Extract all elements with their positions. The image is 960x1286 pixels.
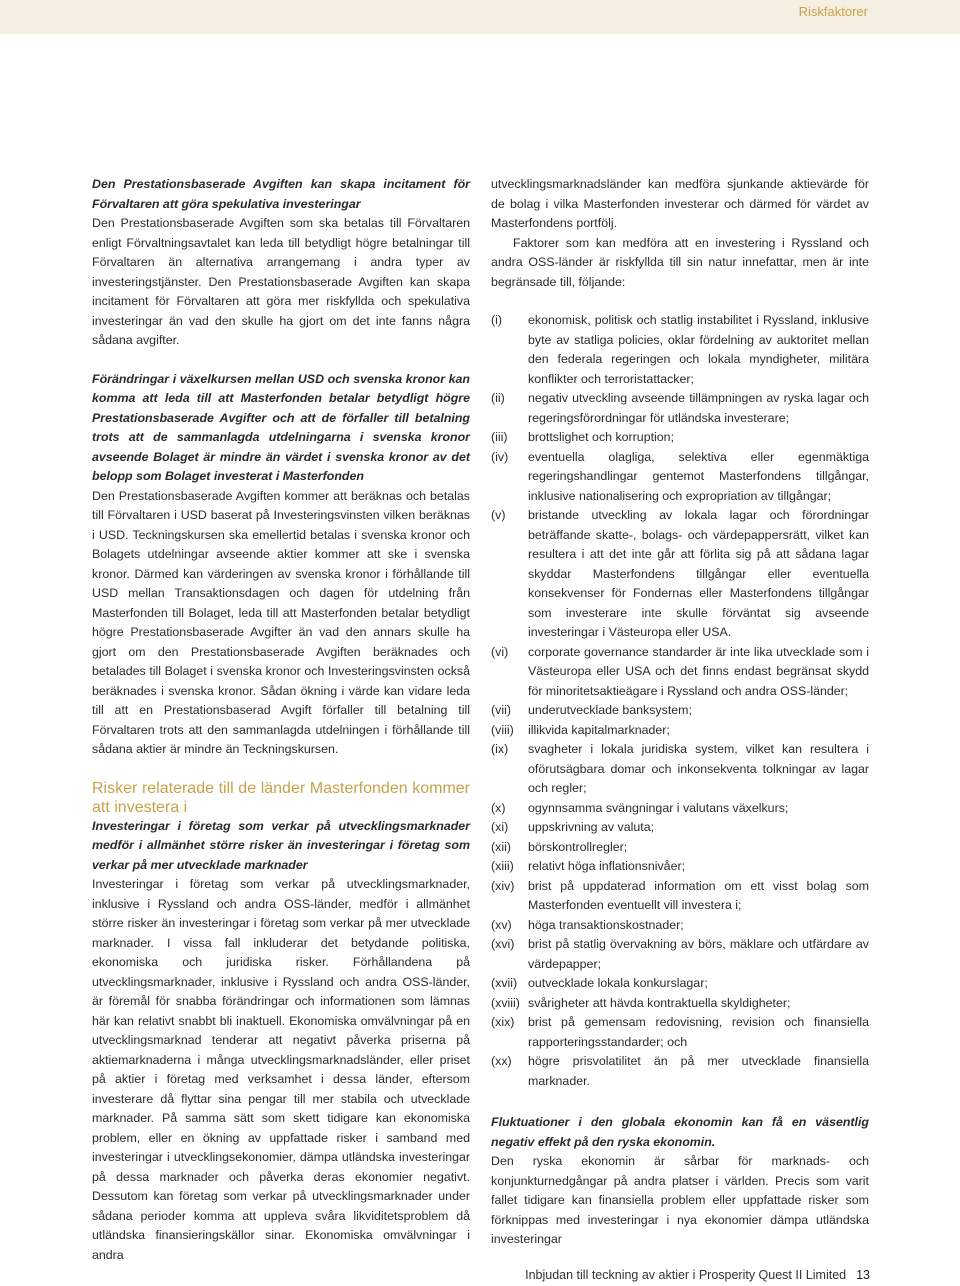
list-item [491, 838, 869, 858]
paragraph-factors-intro: Faktorer som kan medföra att en investering i Ryssland och andra OSS-länder är riskfyllda till sin natur innefattar, men är inte begränsade till, följande: [491, 235, 869, 289]
list-item-number: (i) [491, 313, 503, 327]
list-item-number: (iv) [491, 449, 509, 464]
list-item-number: (xviii) [491, 995, 520, 1010]
list-item [491, 799, 869, 819]
list-item-text: brist på statlig övervakning av börs, mäklare och utfärdare av värdepapper; [528, 937, 869, 971]
list-item-number: (iii) [491, 430, 508, 444]
list-item [491, 1052, 869, 1091]
list-item-number: (xvi) [491, 937, 515, 951]
footer-text: Inbjudan till teckning av aktier i Prosperity Quest II Limited [525, 1268, 847, 1282]
list-item [491, 740, 869, 799]
list-item-number: (ix) [491, 742, 509, 756]
list-item-number: (xv) [491, 917, 512, 932]
list-item-text: negativ utveckling avseende tillämpningen av ryska lagar och regeringsförordningar för utländska investerare; [528, 391, 869, 425]
subheading-performance-fee: Den Prestationsbaserade Avgiften kan skapa incitament för Förvaltaren att göra spekulativa investeringar [92, 177, 470, 211]
list-item-text: börskontrollregler; [528, 839, 628, 854]
section-heading-country-risks: Risker relaterade till de länder Masterfonden kommer att investera i [92, 779, 470, 816]
list-item-text: svagheter i lokala juridiska system, vilket kan resultera i oförutsägbara domar och inkonsekventa tolkningar av lagar och regler; [528, 742, 869, 795]
subheading-exchange-rate: Förändringar i växelkursen mellan USD och svenska kronor kan komma att leda till att Masterfonden betalar betydligt högre Prestationsbaserade Avgifter och att de förfaller till betalning trots att de sammanlagda utdelningarna i svenska kronor avseende Bolaget är mindre än värdet i svenska kronor av det belopp som Bolaget investerat i Masterfonden [92, 371, 470, 483]
section-title: Riskfaktorer [798, 4, 868, 19]
list-item [491, 448, 869, 507]
page-number: 13 [856, 1268, 870, 1282]
list-item [491, 389, 869, 428]
list-item-text: uppskrivning av valuta; [528, 820, 655, 834]
list-item-number: (ii) [491, 391, 505, 405]
list-item-text: underutvecklade banksystem; [528, 703, 692, 717]
list-item-text: bristande utveckling av lokala lagar och förordningar beträffande skatte-, bolags- och värdepappersrätt, vilket kan resultera i att det inte går att förlita sig på att sådana lagar skyddar Masterfondens tillgångar eller eventuella konsekvenser för Fondernas eller Masterfondens tillgångar som investerare inte skulle förväntat sig avseende investeringar i Västeuropa eller USA. [528, 508, 869, 639]
list-item-number: (x) [491, 800, 506, 815]
list-item-text: ogynnsamma svängningar i valutans växelkurs; [528, 800, 789, 815]
paragraph-continued: utvecklingsmarknadsländer kan medföra sjunkande aktievärde för de bolag i vilka Masterfonden investerar och därmed för värdet av Masterfondens portfölj. [491, 177, 869, 230]
list-item [491, 857, 869, 877]
header-bar [0, 0, 960, 34]
list-item-text: brist på uppdaterad information om ett visst bolag som Masterfonden eventuellt vill investera i; [528, 878, 869, 912]
list-item [491, 428, 869, 448]
list-item-number: (v) [491, 508, 506, 522]
list-item-number: (vi) [491, 644, 509, 659]
list-item-number: (vii) [491, 703, 511, 717]
list-item [491, 506, 869, 643]
list-item-text: illikvida kapitalmarknader; [528, 722, 670, 737]
paragraph-emerging-markets: Investeringar i företag som verkar på utvecklingsmarknader, inklusive i Ryssland och andra OSS-länder, medför i allmänhet större risker än investeringar i företag som verkar på mer utvecklade marknader. I vissa fall inkluderar det betydande politiska, ekonomiska och juridiska risker. Förhållandena på utvecklingsmarknader, inklusive i Ryssland och andra OSS-länder, är föremål för snabba förändringar och informationen som lämnas här kan relativt snabbt bli inaktuell. Ekonomiska omvälvningar på en utvecklingsmarknad tenderar att negativt påverka priserna på aktiemarknaderna i många utvecklingsmarknadsländer, eller priset på aktier i företag med verksamhet i dessa länder, eftersom investerare då flyttar sina pengar till mer stabila och utvecklade marknader. På samma sätt som skett tidigare kan ekonomiska problem, eller en ökning av uppfattade risker i samband med investeringar i utvecklingsekonomier, dämpa utländska investeringar på dessa marknader och påverka deras ekonomier negativt. Dessutom kan företag som verkar på utvecklingsmarknader under sådana perioder komma att uppleva svåra likviditetsproblem då utländska finansieringskällor sinar. Ekonomiska omvälvningar i andra [92, 877, 470, 1262]
list-item [491, 877, 869, 916]
right-column [491, 175, 869, 1250]
list-item [491, 311, 869, 389]
list-item-text: ekonomisk, politisk och statlig instabilitet i Ryssland, inklusive byte av statliga policies, oklar fördelning av auktoritet mellan den federala regeringen och lokala myndigheter, militära konflikter och terroristattacker; [528, 313, 869, 386]
list-item-text: brist på gemensam redovisning, revision och finansiella rapporteringsstandarder; och [528, 1015, 869, 1049]
list-item-text: outvecklade lokala konkurslagar; [528, 976, 708, 990]
list-item-text: höga transaktionskostnader; [528, 917, 684, 932]
list-item-text: svårigheter att hävda kontraktuella skyldigheter; [528, 995, 791, 1010]
list-item-number: (xi) [491, 820, 509, 834]
list-item [491, 818, 869, 838]
page-footer [510, 1268, 870, 1282]
paragraph-performance-fee: Den Prestationsbaserade Avgiften som ska betalas till Förvaltaren enligt Förvaltningsavtalet kan leda till betydligt högre betalningar till Förvaltaren än alternativa arrangemang i andra typer av investeringstjänster. Den Prestationsbaserade Avgiften kan skapa incitament för Förvaltaren att göra mer riskfyllda och spekulativa investeringar än vad den skulle ha gjort om det inte fanns några sådana avgifter. [92, 216, 470, 347]
list-item-text: corporate governance standarder är inte lika utvecklade som i Västeuropa eller USA och det finns endast begränsat skydd för minoritetsaktieägare i Ryssland och andra OSS-länder; [528, 644, 869, 698]
list-item-text: eventuella olagliga, selektiva eller egenmäktiga regeringshandlingar gentemot Masterfondens tillgångar, inklusive nationalisering och expropriation av tillgångar; [528, 449, 869, 503]
list-item-text: högre prisvolatilitet än på mer utvecklade finansiella marknader. [528, 1054, 869, 1088]
list-item-number: (viii) [491, 722, 514, 737]
list-item [491, 701, 869, 721]
list-item [491, 643, 869, 702]
list-item [491, 935, 869, 974]
list-item-number: (xix) [491, 1015, 515, 1029]
subheading-global-economy: Fluktuationer i den globala ekonomin kan få en väsentlig negativ effekt på den ryska ekonomin. [491, 1115, 869, 1149]
list-item-text: brottslighet och korruption; [528, 430, 675, 444]
paragraph-global-economy: Den ryska ekonomin är sårbar för marknads- och konjunkturnedgångar på andra platser i världen. Precis som varit fallet tidigare kan finansiella problem eller uppfattade risker som förknippas med investeringar i nya ekonomier dämpa utländska investeringar [491, 1154, 869, 1246]
list-item-number: (xx) [491, 1054, 512, 1068]
list-item [491, 721, 869, 741]
list-item [491, 974, 869, 994]
subheading-emerging-markets: Investeringar i företag som verkar på utvecklingsmarknader medför i allmänhet större risker än investeringar i företag som verkar på mer utvecklade marknader [92, 818, 470, 872]
list-item-number: (xiii) [491, 859, 514, 873]
list-item [491, 994, 869, 1014]
paragraph-exchange-rate: Den Prestationsbaserade Avgiften kommer att beräknas och betalas till Förvaltaren i USD baserat på Investeringsvinsten vilken beräknas i USD. Teckningskursen ska emellertid betalas i svenska kronor och Bolagets utdelningar avseende aktier kommer att ske i svenska kronor. Därmed kan värderingen av svenska kronor i förhållande till USD mellan Transaktionsdagen och dagen för utdelning från Masterfonden till Bolaget, leda till att Masterfonden betalar betydligt högre Prestationsbaserade Avgifter än vad den annars skulle ha gjort om den Prestationsbaserade Avgiften beräknades och betalades till Bolaget i svenska kronor och Investeringsvinsten också beräknades i svenska kronor. Sådan ökning i värde kan vidare leda till att en Prestationsbaserad Avgift förfaller till betalning till Förvaltaren trots att den sammanlagda utdelningen i förhållande till sådana aktier är mindre än Teckningskursen. [92, 488, 470, 756]
list-item-text: relativt höga inflationsnivåer; [528, 859, 686, 873]
list-item-number: (xii) [491, 839, 511, 854]
list-item-number: (xiv) [491, 878, 515, 893]
risk-factor-list [491, 311, 869, 1091]
list-item-number: (xvii) [491, 976, 518, 990]
list-item [491, 916, 869, 936]
left-column [92, 175, 470, 1265]
list-item [491, 1013, 869, 1052]
